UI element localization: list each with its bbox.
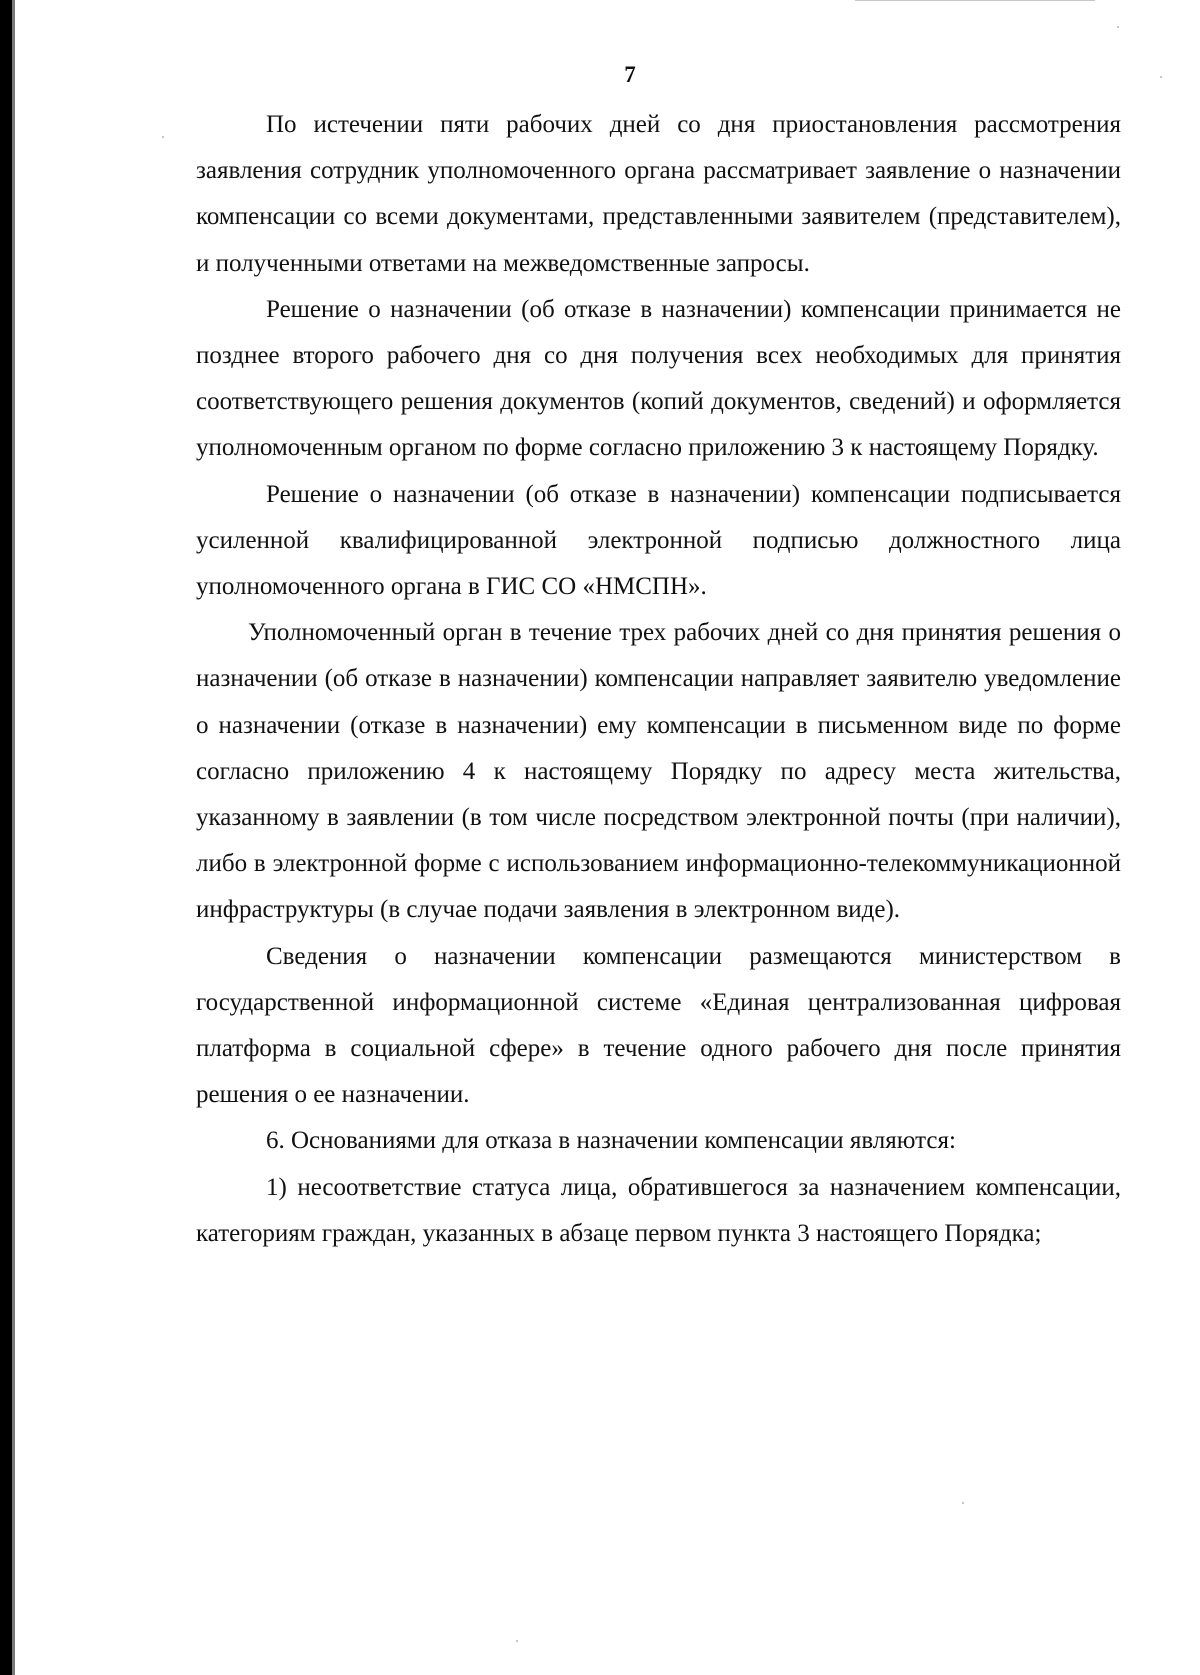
page-number: 7 [624,62,636,87]
paragraph-notification: Уполномоченный орган в течение трех рабочих дней со дня принятия решения о назначении (об отказе в назначении) компенсации направляет заявителю уведомление о назначении (отказе в назначении) ему компенсации в письменном виде по форме согласно приложению 4 к настоящему Порядку по адресу места жительства, указанному в заявлении (в том числе посредством электронной почты (при наличии), либо в электронной форме с использованием информационно-телекоммуникационной инфраструктуры (в случае подачи заявления в электронном виде). [196,619,1121,924]
list-item-refusal-ground-1: 1) несоответствие статуса лица, обратившегося за назначением компенсации, категориям граждан, указанных в абзаце первом пункта 3 настоящего Порядка; [196,1173,1121,1247]
scan-left-edge [0,0,12,1675]
scan-speck [1160,76,1162,78]
paragraph-decision-signature: Решение о назначении (об отказе в назначении) компенсации подписывается усиленной квалифицированной электронной подписью должностного лица уполномоченного органа в ГИС СО «НМСПН». [196,480,1121,601]
scan-speck [1117,26,1119,28]
scan-speck [962,1502,964,1504]
paragraph-refusal-grounds-heading: 6. Основаниями для отказа в назначении компенсации являются: [266,1127,956,1155]
document-body [196,102,1121,1257]
scan-left-shadow [12,0,15,1675]
paragraph-review-after-suspension: По истечении пяти рабочих дней со дня приостановления рассмотрения заявления сотрудник уполномоченного органа рассматривает заявление о назначении компенсации со всеми документами, представленными заявителем (представителем), и полученными ответами на межведомственные запросы. [196,111,1121,277]
scan-speck [516,1640,518,1642]
scan-top-rule [855,0,1095,1]
paragraph-information-placement: Сведения о назначении компенсации размещаются министерством в государственной информационной системе «Единая централизованная цифровая платформа в социальной сфере» в течение одного рабочего дня после принятия решения о ее назначении. [196,942,1121,1109]
scan-speck [162,136,164,138]
paragraph-decision-deadline: Решение о назначении (об отказе в назначении) компенсации принимается не позднее второго рабочего дня со дня получения всех необходимых для принятия соответствующего решения документов (копий документов, сведений) и оформляется уполномоченным органом по форме согласно приложению 3 к настоящему Порядку. [196,295,1121,462]
